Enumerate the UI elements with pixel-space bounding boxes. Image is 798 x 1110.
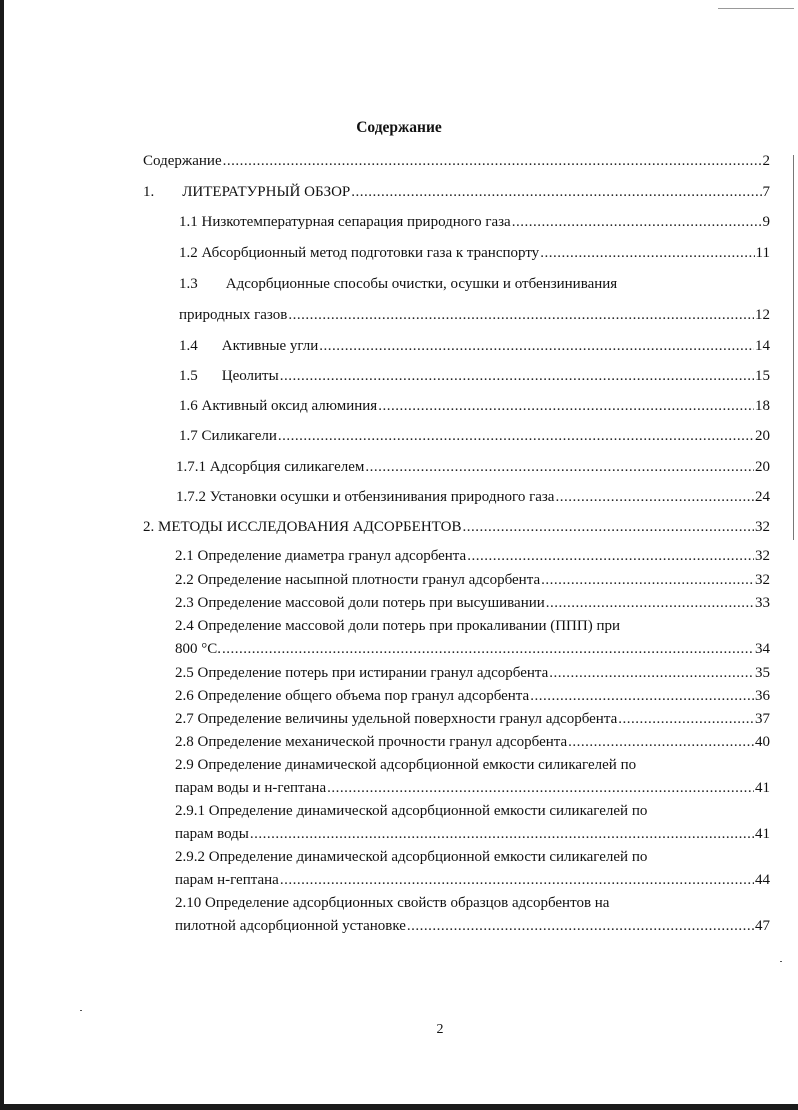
toc-leader bbox=[378, 398, 754, 415]
toc-leader bbox=[530, 688, 754, 705]
toc-entry bbox=[179, 368, 770, 385]
toc-entry-text: 2. МЕТОДЫ ИССЛЕДОВАНИЯ АДСОРБЕНТОВ bbox=[143, 519, 462, 535]
scan-speck bbox=[80, 1010, 82, 1011]
toc-entry bbox=[175, 548, 770, 565]
toc-leader bbox=[280, 872, 754, 889]
scan-left-edge bbox=[0, 0, 4, 1110]
toc-entry-number: 1.4 bbox=[179, 338, 198, 354]
toc-entry-text: парам воды и н-гептана bbox=[175, 780, 327, 796]
toc-entry-page: 47 bbox=[755, 918, 770, 934]
toc-leader bbox=[319, 338, 754, 355]
toc-leader bbox=[540, 245, 754, 262]
toc-entry-page: 14 bbox=[755, 338, 770, 354]
scan-speck bbox=[780, 961, 782, 962]
toc-entry-text: Содержание bbox=[143, 153, 222, 169]
toc-entry-text: 1.6 Активный оксид алюминия bbox=[179, 398, 378, 414]
toc-entry bbox=[175, 665, 770, 682]
toc-entry bbox=[175, 595, 770, 612]
toc-leader bbox=[250, 826, 754, 843]
toc-entry-text: 2.1 Определение диаметра гранул адсорбента bbox=[175, 548, 467, 564]
toc-entry-text: 2.6 Определение общего объема пор гранул адсорбента bbox=[175, 688, 530, 704]
toc-entry-page: 40 bbox=[755, 734, 770, 750]
toc-entry-page: 41 bbox=[755, 826, 770, 842]
toc-entry-text: 2.10 Определение адсорбционных свойств образцов адсорбентов на bbox=[175, 895, 610, 911]
toc-entry bbox=[175, 572, 770, 589]
toc-entry-page: 32 bbox=[755, 519, 770, 535]
toc-entry-page: 32 bbox=[755, 548, 770, 564]
toc-entry-line bbox=[175, 803, 647, 820]
toc-entry-page: 35 bbox=[755, 665, 770, 681]
toc-leader bbox=[549, 665, 754, 682]
toc-entry-text: 2.9 Определение динамической адсорбционной емкости силикагелей по bbox=[175, 757, 637, 773]
toc-entry-text: 1.7.1 Адсорбция силикагелем bbox=[176, 459, 365, 475]
toc-entry-page: 32 bbox=[755, 572, 770, 588]
toc-entry-text: 1.7.2 Установки осушки и отбензинивания природного газа bbox=[176, 489, 555, 505]
toc-entry-text: 2.7 Определение величины удельной поверхности гранул адсорбента bbox=[175, 711, 618, 727]
toc-entry-page: 44 bbox=[755, 872, 770, 888]
toc-leader bbox=[280, 368, 754, 385]
toc-leader bbox=[351, 184, 761, 201]
page-title: Содержание bbox=[356, 119, 442, 136]
toc-entry-page: 33 bbox=[755, 595, 770, 611]
toc-leader bbox=[288, 307, 754, 324]
toc-leader bbox=[618, 711, 754, 728]
toc-entry-line bbox=[175, 618, 620, 635]
toc-entry-text: ЛИТЕРАТУРНЫЙ ОБЗОР bbox=[182, 184, 351, 200]
toc-entry-text: 2.2 Определение насыпной плотности гранул адсорбента bbox=[175, 572, 541, 588]
toc-entry-page: 2 bbox=[762, 153, 770, 169]
toc-entry bbox=[175, 872, 770, 889]
toc-entry-page: 41 bbox=[755, 780, 770, 796]
toc-entry-page: 24 bbox=[755, 489, 770, 505]
toc-entry-number: 1.3 bbox=[179, 276, 198, 292]
toc-entry-text: 1.7 Силикагели bbox=[179, 428, 277, 444]
toc-entry-text: 2.5 Определение потерь при истирании гранул адсорбента bbox=[175, 665, 549, 681]
toc-leader bbox=[546, 595, 754, 612]
toc-leader bbox=[462, 519, 754, 536]
toc-entry-text: парам н-гептана bbox=[175, 872, 279, 888]
toc-entry bbox=[143, 153, 770, 170]
toc-leader bbox=[365, 459, 754, 476]
toc-entry bbox=[179, 398, 770, 415]
toc-entry-line bbox=[179, 276, 617, 293]
toc-entry-page: 9 bbox=[762, 214, 770, 230]
toc-entry bbox=[175, 826, 770, 843]
toc-entry-line bbox=[175, 757, 636, 774]
toc-entry bbox=[179, 307, 770, 324]
toc-entry-page: 12 bbox=[755, 307, 770, 323]
toc-leader bbox=[555, 489, 754, 506]
toc-entry bbox=[175, 918, 770, 935]
toc-entry-text: Адсорбционные способы очистки, осушки и отбензинивания bbox=[225, 276, 618, 292]
toc-entry-page: 20 bbox=[755, 428, 770, 444]
toc-entry-text: 2.4 Определение массовой доли потерь при прокаливании (ППП) при bbox=[175, 618, 621, 634]
toc-entry-number: 1.5 bbox=[179, 368, 198, 384]
toc-entry-page: 36 bbox=[755, 688, 770, 704]
toc-entry-text: 800 °С. bbox=[175, 641, 222, 657]
toc-entry bbox=[179, 214, 770, 231]
toc-entry-text: 2.8 Определение механической прочности гранул адсорбента bbox=[175, 734, 568, 750]
toc-entry-text: парам воды bbox=[175, 826, 249, 842]
scan-corner-mark bbox=[718, 8, 794, 9]
toc-entry-text: 1.2 Абсорбционный метод подготовки газа к транспорту bbox=[179, 245, 540, 261]
toc-entry bbox=[175, 780, 770, 797]
toc-entry bbox=[175, 641, 770, 658]
toc-entry-text: 2.9.2 Определение динамической адсорбционной емкости силикагелей по bbox=[175, 849, 648, 865]
toc-leader bbox=[568, 734, 754, 751]
page-number: 2 bbox=[436, 1022, 444, 1037]
toc-entry-text: Активные угли bbox=[221, 338, 319, 354]
toc-leader bbox=[222, 641, 754, 658]
toc-entry-text: природных газов bbox=[179, 307, 288, 323]
toc-leader bbox=[327, 780, 754, 797]
toc-entry-text: 1.1 Низкотемпературная сепарация природного газа bbox=[179, 214, 511, 230]
toc-entry-number: 1. bbox=[143, 184, 155, 200]
toc-leader bbox=[223, 153, 762, 170]
toc-entry bbox=[179, 245, 770, 262]
toc-leader bbox=[541, 572, 754, 589]
toc-entry-text: 2.3 Определение массовой доли потерь при высушивании bbox=[175, 595, 545, 611]
toc-leader bbox=[467, 548, 754, 565]
toc-entry-page: 11 bbox=[755, 245, 770, 261]
toc-entry-page: 15 bbox=[755, 368, 770, 384]
toc-leader bbox=[407, 918, 754, 935]
toc-entry-page: 34 bbox=[755, 641, 770, 657]
toc-entry bbox=[175, 688, 770, 705]
toc-entry bbox=[175, 711, 770, 728]
toc-entry bbox=[143, 184, 770, 201]
scan-right-edge bbox=[793, 155, 794, 540]
toc-entry bbox=[175, 734, 770, 751]
toc-leader bbox=[278, 428, 754, 445]
toc-entry-page: 20 bbox=[755, 459, 770, 475]
toc-entry-page: 18 bbox=[755, 398, 770, 414]
toc-entry bbox=[179, 338, 770, 355]
scan-bottom-edge bbox=[0, 1104, 798, 1110]
toc-entry-line bbox=[175, 849, 647, 866]
toc-entry-line bbox=[175, 895, 609, 912]
toc-entry bbox=[143, 519, 770, 536]
toc-entry bbox=[176, 489, 770, 506]
toc-entry bbox=[176, 459, 770, 476]
toc-leader bbox=[512, 214, 762, 231]
toc-entry bbox=[179, 428, 770, 445]
toc-entry-page: 7 bbox=[762, 184, 770, 200]
toc-entry-text: 2.9.1 Определение динамической адсорбционной емкости силикагелей по bbox=[175, 803, 648, 819]
toc-entry-page: 37 bbox=[755, 711, 770, 727]
toc-entry-text: Цеолиты bbox=[221, 368, 279, 384]
toc-entry-text: пилотной адсорбционной установке bbox=[175, 918, 406, 934]
